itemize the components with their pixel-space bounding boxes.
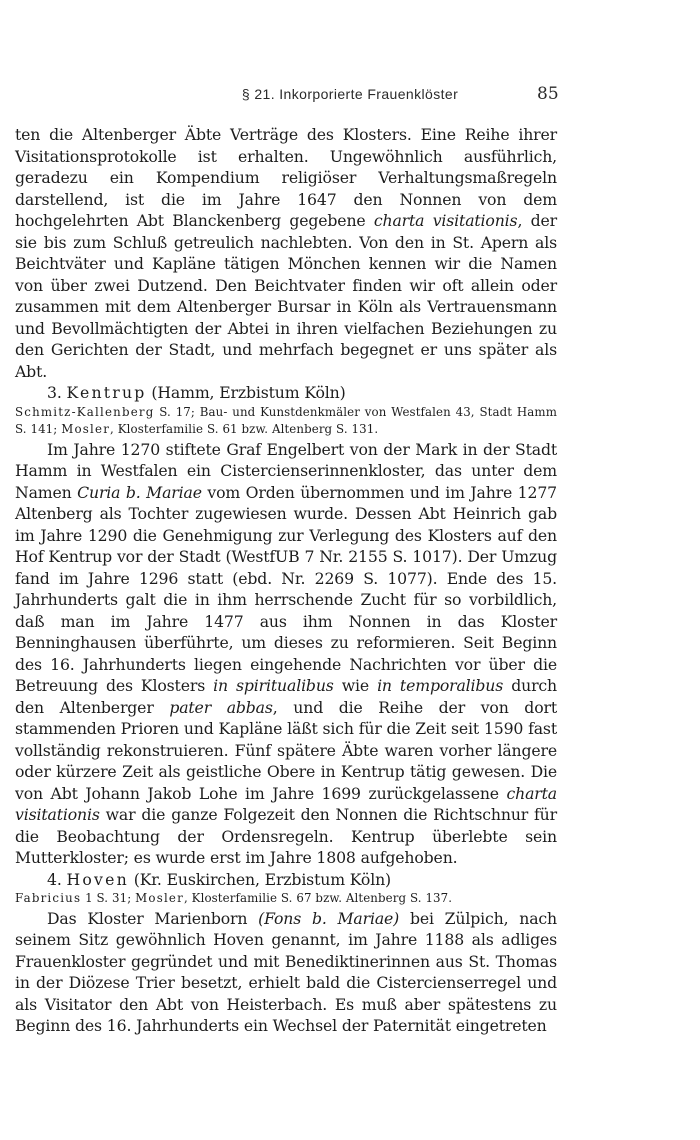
reference-text: 1 S. 31; [81,891,136,905]
italic-term: (Fons b. Mariae) [258,908,400,928]
running-head [0,86,700,110]
section-number: 4. [47,869,67,889]
page-number: 85 [537,84,559,104]
reference-text: , Klosterfamilie S. 67 bzw. Altenberg S. 137. [183,891,453,905]
section-number: 3. [47,383,67,402]
bibliography-kentrup [15,404,557,439]
text-run: ten die Altenberger Äbte Verträge des Klosters. Eine Reihe ihrer Visitationsprotokolle ist erhalten. Ungewöhnlich ausführlich, geradezu ein Kompendium religiöser Verhaltungsmaßregeln darstellend, ist die im Jahre 1647 den Nonnen von dem hochgelehrten Abt Blanckenberg gegebene [15,125,557,230]
author-name: Fabricius [15,891,82,905]
italic-term: charta visitationis [15,783,557,824]
author-name: Mosler [61,422,111,436]
author-name: Schmitz-Kallenberg [15,404,155,419]
reference-text: S. 17; Bau- und Kunstdenkmäler von Westfalen 43, Stadt Hamm S. 141; [15,404,557,436]
section-heading-kentrup [15,382,557,404]
running-head-title: § 21. Inkorporierte Frauenklöster [241,86,459,102]
section-name: Hoven [66,869,129,889]
section-name: Kentrup [66,383,147,402]
body-text [15,124,557,1037]
text-run: war die ganze Folgezeit den Nonnen die Richtschnur für die Beobachtung der Ordensregeln. Kentrup überlebte sein Mutterkloster; es wurde erst im Jahre 1808 aufgehoben. [15,805,557,867]
author-name: Mosler [135,891,184,905]
italic-term: in temporalibus [377,676,504,695]
section-location: (Hamm, Erzbistum Köln) [146,383,346,402]
paragraph-st-apern-continued [15,124,557,382]
paragraph-hoven [15,908,557,1037]
text-run: , und die Reihe der von dort stammenden Prioren und Kapläne läßt sich für die Zeit seit 1590 fast vollständig rekonstruieren. Fünf spätere Äbte waren vorher längere oder kürzere Zeit als geistliche Obere in Kentrup tätig gewesen. Die von Abt Johann Jakob Lohe im Jahre 1699 zurückgelassene [15,697,557,803]
text-run: bei Zülpich, nach seinem Sitz gewöhnlich Hoven genannt, im Jahre 1188 als adliges Frauenkloster gegründet und mit Benediktinerinnen aus St. Thomas in der Diözese Trier besetzt, erhielt bald die Cistercienserregel und als Visitator den Abt von Heisterbach. Es muß aber spätestens zu Beginn des 16. Jahrhunderts ein Wechsel der Paternität eingetreten [15,908,557,1035]
text-run: , der sie bis zum Schluß getreulich nachlebten. Von den in St. Apern als Beichtväter und Kapläne tätigen Mönchen kennen wir die Namen von über zwei Dutzend. Den Beichtvater finden wir oft allein oder zusammen mit dem Altenberger Bursar in Köln als Vertrauensmann und Bevollmächtigten der Abtei in ihren vielfachen Beziehungen zu den Gerichten der Stadt, und mehrfach begegnet er uns später als Abt. [15,211,557,381]
text-run: durch den Altenberger [15,676,558,717]
text-run: Im Jahre 1270 stiftete Graf Engelbert von der Mark in der Stadt Hamm in Westfalen ein Cistercienserinnenkloster, das unter dem Namen [15,439,557,502]
italic-term: pater abbas [169,697,273,717]
text-run: wie [333,676,378,695]
paragraph-kentrup [15,439,557,869]
italic-term: in spiritualibus [213,676,334,695]
text-run: vom Orden übernommen und im Jahre 1277 Altenberg als Tochter zugewiesen wurde. Dessen Abt Heinrich gab im Jahre 1290 die Genehmigung zur Verlegung des Klosters auf den Hof Kentrup vor der Stadt (WestfUB 7 Nr. 2155 S. 1017). Der Umzug fand im Jahre 1296 statt (ebd. Nr. 2269 S. 1077). Ende des 15. Jahrhunderts galt die in ihm herrschende Zucht für so vorbildlich, daß man im Jahre 1477 aus ihm Nonnen in das Kloster Benninghausen überführte, um dieses zu reformieren. Seit Beginn des 16. Jahrhunderts liegen eingehende Nachrichten vor über die Betreuung des Klosters [15,482,557,695]
italic-term: charta visitationis [373,211,518,230]
text-run: Das Kloster Marienborn [47,908,259,928]
italic-term: Curia b. Mariae [77,482,202,502]
section-location: (Kr. Euskirchen, Erzbistum Köln) [128,869,391,889]
reference-text: , Klosterfamilie S. 61 bzw. Altenberg S. 131. [110,422,379,436]
section-heading-hoven [15,869,557,891]
bibliography-hoven [15,890,557,908]
